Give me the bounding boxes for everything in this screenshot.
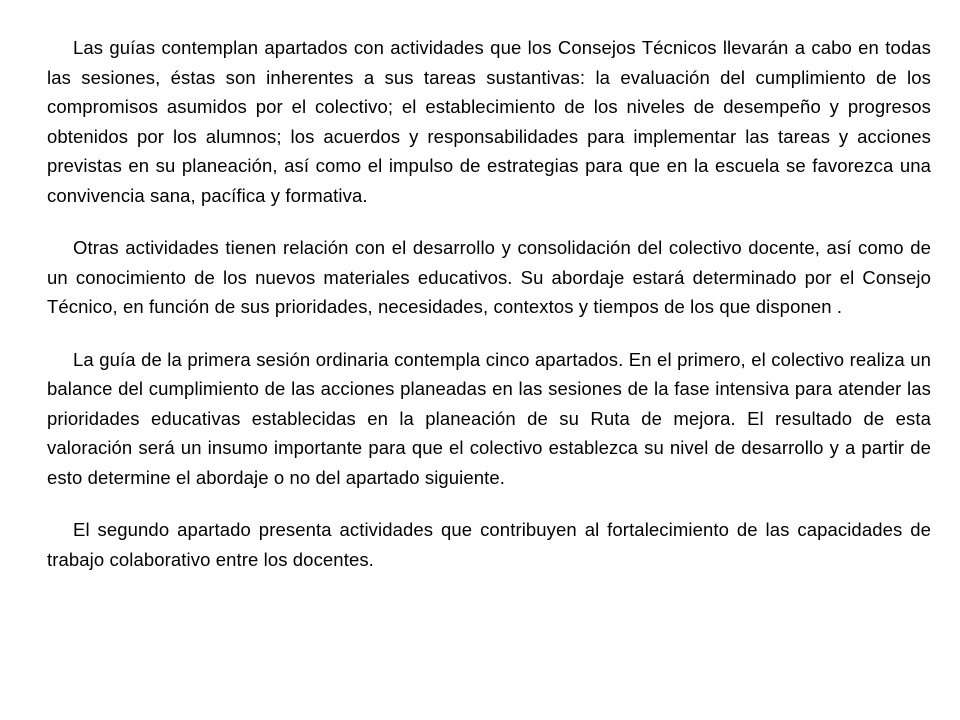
paragraph-2: Otras actividades tienen relación con el desarrollo y consolidación del colectivo docente, así como de un conocimiento de los nuevos materiales educativos. Su abordaje estará determinado por el Consejo Técnico, en función de sus prioridades, necesidades, contextos y tiempos de los que disponen . <box>47 237 931 317</box>
paragraph-4: El segundo apartado presenta actividades que contribuyen al fortalecimiento de las capacidades de trabajo colaborativo entre los docentes. <box>47 519 931 570</box>
paragraph-3: La guía de la primera sesión ordinaria contempla cinco apartados. En el primero, el colectivo realiza un balance del cumplimiento de las acciones planeadas en las sesiones de la fase intensiva para atender las prioridades educativas establecidas en la planeación de su Ruta de mejora. El resultado de esta valoración será un insumo importante para que el colectivo establezca su nivel de desarrollo y a partir de esto determine el abordaje o no del apartado siguiente. <box>47 348 931 488</box>
document-body <box>47 33 931 574</box>
paragraph-1: Las guías contemplan apartados con actividades que los Consejos Técnicos llevarán a cabo en todas las sesiones, éstas son inherentes a sus tareas sustantivas: la evaluación del cumplimiento de los compromisos asumidos por el colectivo; el establecimiento de los niveles de desempeño y progresos obtenidos por los alumnos; los acuerdos y responsabilidades para implementar las tareas y acciones previstas en su planeación, así como el impulso de estrategias para que en la escuela se favorezca una convivencia sana, pacífica y formativa. <box>47 37 931 206</box>
